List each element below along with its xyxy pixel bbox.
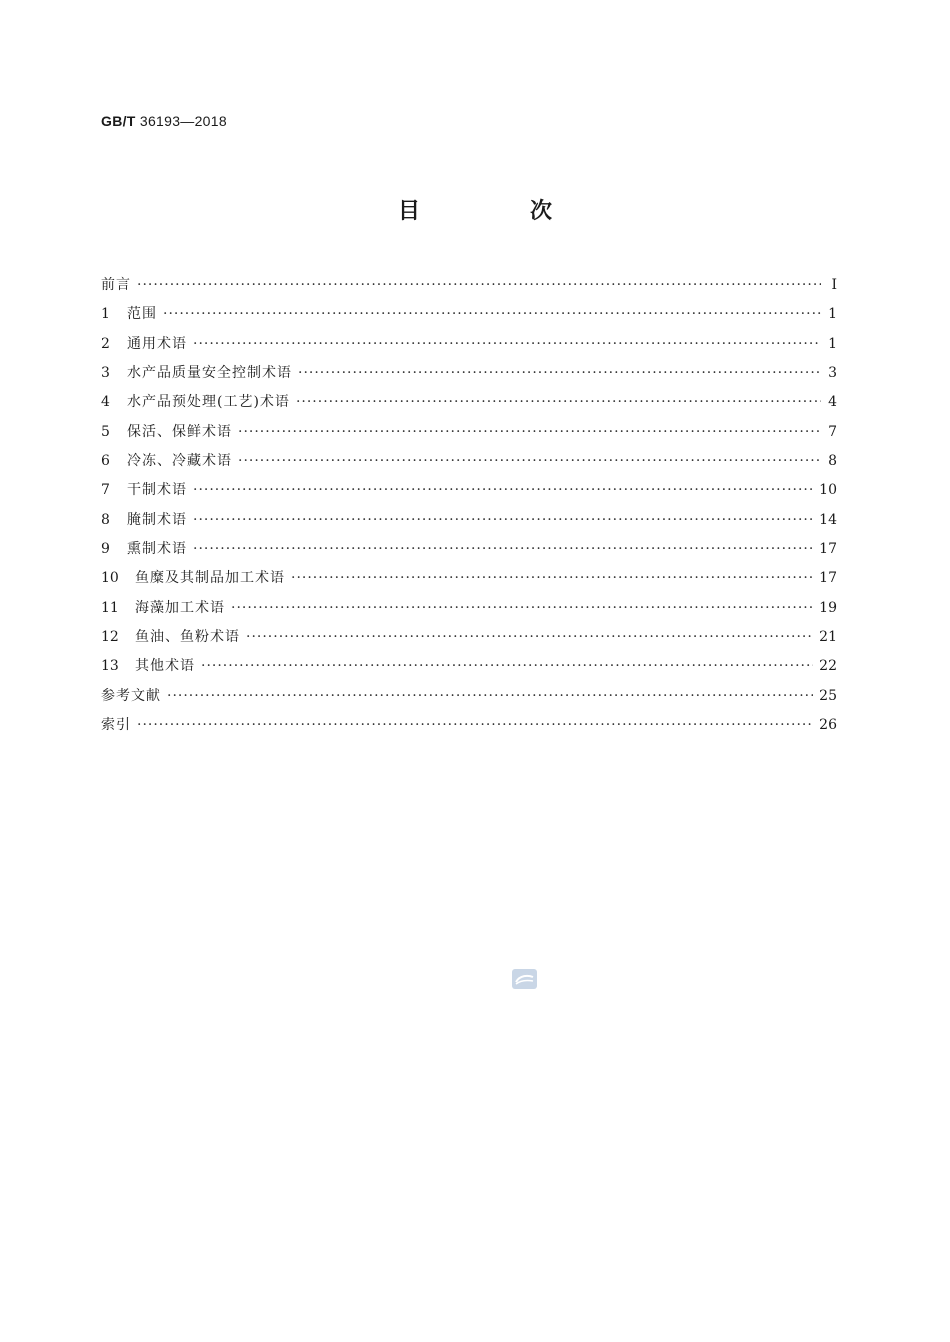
- toc-entry[interactable]: [101, 330, 837, 359]
- toc-entry-label: 通用术语: [127, 335, 187, 352]
- toc-entry-number: 9: [101, 540, 110, 557]
- toc-entry-number: 1: [101, 306, 110, 323]
- toc-entry-number: 5: [101, 423, 110, 440]
- toc-entry-number: 12: [101, 628, 119, 645]
- toc-entry-page: 1: [828, 335, 837, 352]
- toc-entry-label: 鱼油、鱼粉术语: [135, 628, 240, 645]
- toc-entry[interactable]: [101, 476, 837, 505]
- toc-dot-leader: [298, 359, 821, 388]
- toc-entry-page: 26: [819, 716, 837, 733]
- toc-entry[interactable]: [101, 418, 837, 447]
- table-of-contents: [101, 271, 837, 740]
- toc-entry-label: 冷冻、冷藏术语: [127, 452, 232, 469]
- toc-entry-number: 2: [101, 335, 110, 352]
- toc-entry-label: 保活、保鲜术语: [127, 423, 232, 440]
- toc-dot-leader: [137, 271, 821, 300]
- toc-entry-page: 10: [819, 482, 837, 499]
- toc-dot-leader: [167, 682, 813, 711]
- toc-entry-page: 19: [819, 599, 837, 616]
- toc-entry-label: 水产品质量安全控制术语: [127, 364, 292, 381]
- toc-entry-page: 21: [819, 628, 837, 645]
- toc-dot-leader: [296, 388, 821, 417]
- toc-entry[interactable]: [101, 652, 837, 681]
- toc-entry[interactable]: [101, 564, 837, 593]
- toc-entry-page: 1: [828, 306, 837, 323]
- page-title: 目 次: [397, 199, 596, 224]
- toc-entry[interactable]: [101, 682, 837, 711]
- toc-entry-number: 6: [101, 452, 110, 469]
- toc-entry-number: 10: [101, 570, 119, 587]
- toc-dot-leader: [201, 652, 813, 681]
- toc-entry[interactable]: [101, 535, 837, 564]
- toc-entry[interactable]: [101, 271, 837, 300]
- toc-entry-label: 海藻加工术语: [135, 599, 225, 616]
- toc-entry-label: 熏制术语: [127, 540, 187, 557]
- toc-dot-leader: [193, 476, 813, 505]
- toc-dot-leader: [193, 535, 813, 564]
- toc-entry-label: 参考文献: [101, 687, 161, 704]
- sac-logo-icon: [512, 969, 537, 989]
- toc-entry[interactable]: [101, 359, 837, 388]
- toc-entry-page: 4: [828, 394, 837, 411]
- toc-entry-page: 17: [819, 540, 837, 557]
- toc-entry-number: 11: [101, 599, 119, 616]
- toc-dot-leader: [291, 564, 813, 593]
- toc-entry[interactable]: [101, 623, 837, 652]
- toc-dot-leader: [238, 447, 821, 476]
- standard-number: 36193—2018: [139, 113, 227, 129]
- toc-dot-leader: [137, 711, 813, 740]
- toc-entry[interactable]: [101, 300, 837, 329]
- toc-entry[interactable]: [101, 447, 837, 476]
- toc-entry-label: 干制术语: [127, 482, 187, 499]
- toc-entry-number: 7: [101, 482, 110, 499]
- toc-entry[interactable]: [101, 711, 837, 740]
- toc-dot-leader: [246, 623, 813, 652]
- toc-entry-page: 8: [828, 452, 837, 469]
- toc-entry[interactable]: [101, 506, 837, 535]
- toc-entry-number: 8: [101, 511, 110, 528]
- toc-entry-page: 14: [819, 511, 837, 528]
- toc-entry-number: 4: [101, 394, 110, 411]
- toc-entry-label: 其他术语: [135, 658, 195, 675]
- toc-entry-page: 7: [828, 423, 837, 440]
- toc-entry[interactable]: [101, 594, 837, 623]
- toc-dot-leader: [231, 594, 813, 623]
- toc-entry-page: Ⅰ: [831, 277, 837, 293]
- standard-prefix: GB/T: [101, 113, 136, 129]
- toc-dot-leader: [193, 506, 813, 535]
- toc-entry-label: 鱼糜及其制品加工术语: [135, 570, 285, 587]
- toc-entry[interactable]: [101, 388, 837, 417]
- toc-dot-leader: [238, 418, 821, 447]
- toc-entry-page: 25: [819, 687, 837, 704]
- toc-entry-number: 13: [101, 658, 119, 675]
- toc-entry-page: 22: [819, 658, 837, 675]
- toc-entry-label: 范围: [127, 306, 157, 323]
- toc-entry-page: 17: [819, 570, 837, 587]
- toc-entry-label: 前言: [101, 277, 131, 293]
- toc-dot-leader: [163, 300, 821, 329]
- standard-code: [101, 113, 227, 129]
- toc-entry-page: 3: [828, 364, 837, 381]
- toc-entry-number: 3: [101, 364, 110, 381]
- toc-dot-leader: [193, 330, 821, 359]
- toc-entry-label: 水产品预处理(工艺)术语: [127, 394, 290, 411]
- toc-entry-label: 索引: [101, 716, 131, 733]
- toc-entry-label: 腌制术语: [127, 511, 187, 528]
